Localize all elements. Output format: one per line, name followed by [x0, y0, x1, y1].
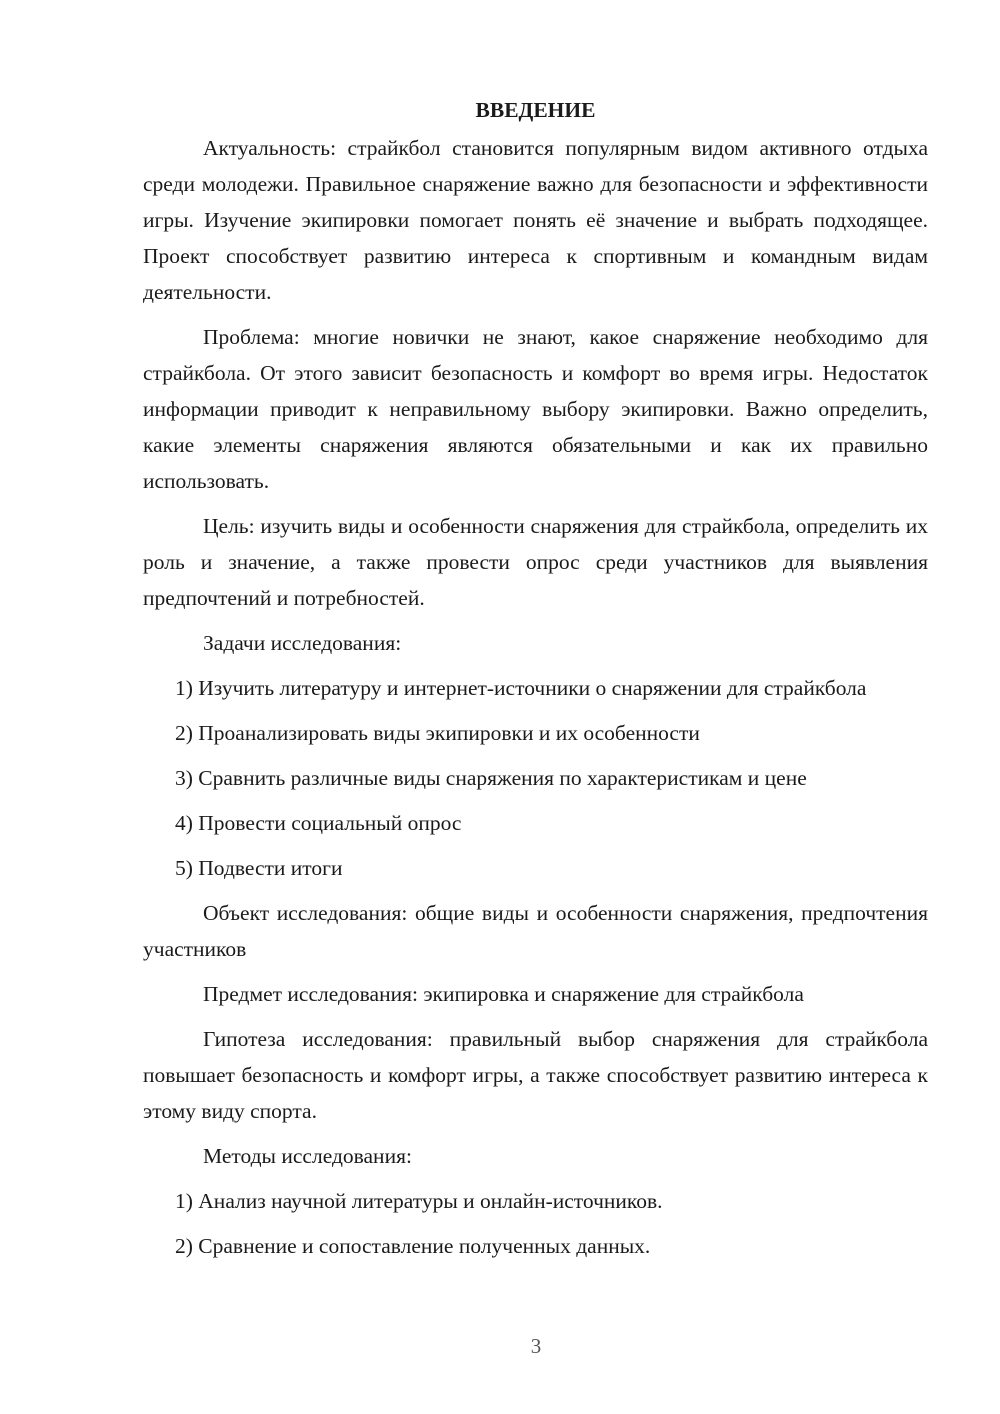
- method-item-2: 2) Сравнение и сопоставление полученных данных.: [175, 1234, 651, 1258]
- tasks-list: [143, 670, 928, 886]
- task-item-4: 4) Провести социальный опрос: [175, 811, 462, 835]
- methods-heading: Методы исследования:: [203, 1144, 412, 1168]
- task-item-3: 3) Сравнить различные виды снаряжения по характеристикам и цене: [175, 766, 807, 790]
- task-item-1: 1) Изучить литературу и интернет-источники о снаряжении для страйкбола: [175, 676, 867, 700]
- methods-list: [143, 1183, 928, 1264]
- goal-paragraph: Цель: изучить виды и особенности снаряжения для страйкбола, определить их роль и значение, а также провести опрос среди участников для выявления предпочтений и потребностей.: [143, 514, 928, 610]
- hypothesis-paragraph: Гипотеза исследования: правильный выбор снаряжения для страйкбола повышает безопасность и комфорт игры, а также способствует развитию интереса к этому виду спорта.: [143, 1027, 928, 1123]
- task-item-5: 5) Подвести итоги: [175, 856, 343, 880]
- section-title: ВВЕДЕНИЕ: [475, 98, 596, 122]
- task-item-2: 2) Проанализировать виды экипировки и их особенности: [175, 721, 700, 745]
- relevance-paragraph: Актуальность: страйкбол становится популярным видом активного отдыха среди молодежи. Правильное снаряжение важно для безопасности и эффективности игры. Изучение экипировки помогает понять её значение и выбрать подходящее. Проект способствует развитию интереса к спортивным и командным видам деятельности.: [143, 136, 928, 304]
- problem-paragraph: Проблема: многие новички не знают, какое снаряжение необходимо для страйкбола. От этого зависит безопасность и комфорт во время игры. Недостаток информации приводит к неправильному выбору экипировки. Важно определить, какие элементы снаряжения являются обязательными и как их правильно использовать.: [143, 325, 928, 493]
- method-item-1: 1) Анализ научной литературы и онлайн-источников.: [175, 1189, 663, 1213]
- page-number: 3: [530, 1334, 542, 1358]
- subject-paragraph: Предмет исследования: экипировка и снаряжение для страйкбола: [203, 982, 804, 1006]
- tasks-heading: Задачи исследования:: [203, 631, 402, 655]
- document-page: [143, 92, 928, 1273]
- object-paragraph: Объект исследования: общие виды и особенности снаряжения, предпочтения участников: [143, 901, 928, 961]
